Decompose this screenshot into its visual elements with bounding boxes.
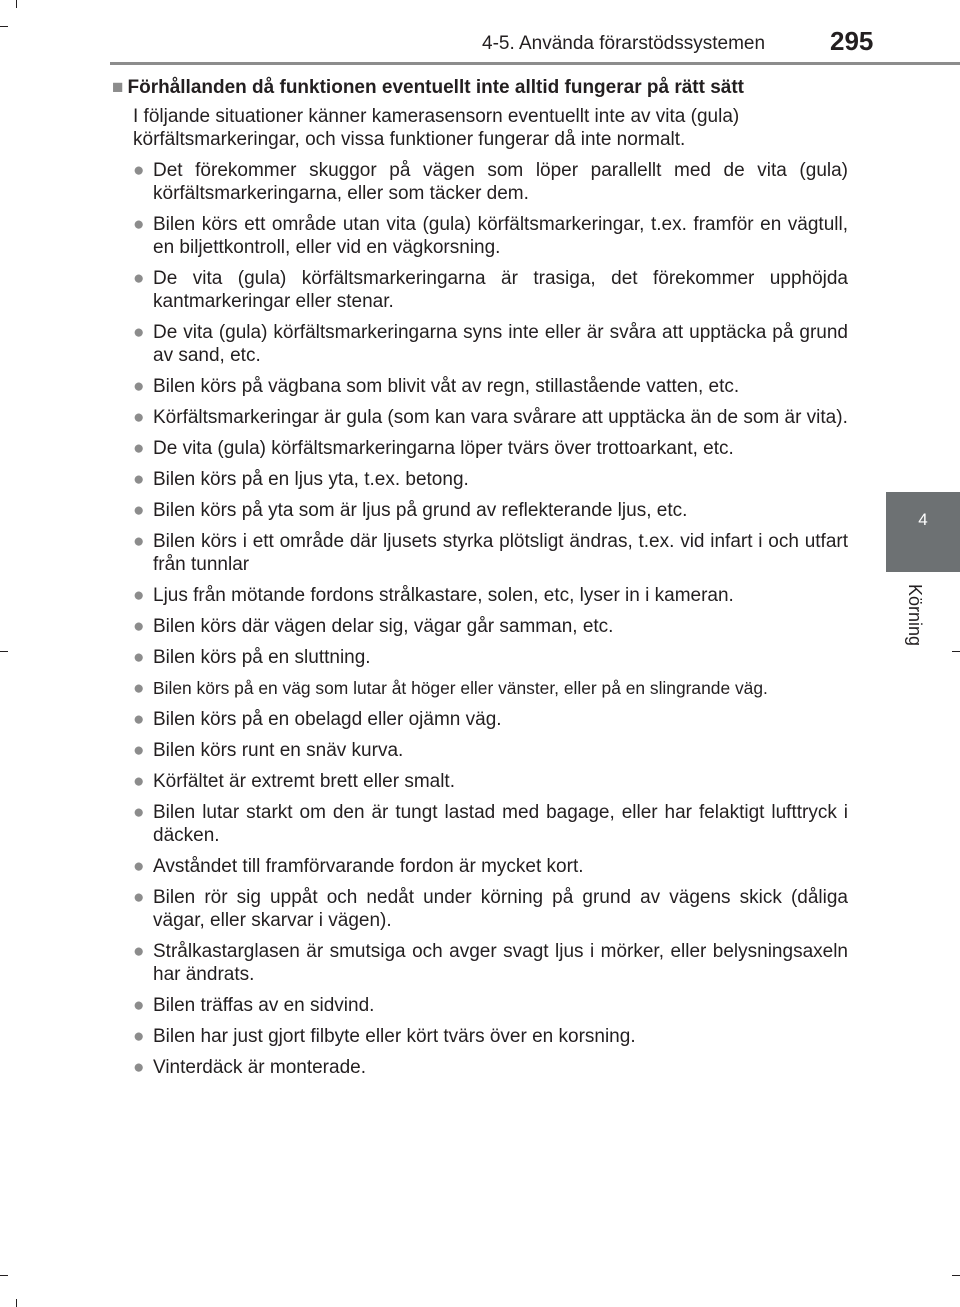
crop-mark (0, 1275, 8, 1276)
chapter-number: 4 (918, 510, 928, 529)
crop-mark (952, 1275, 960, 1276)
crop-mark (16, 1299, 17, 1307)
list-item (112, 677, 848, 700)
crop-mark (16, 0, 17, 8)
list-item-text: Bilen rör sig uppåt och nedåt under körning på grund av vägens skick (dåliga vägar, eller skarvar i vägen). (153, 887, 848, 931)
page-number: 295 (830, 26, 874, 56)
bullet-icon: ● (133, 995, 145, 1016)
list-item-text: De vita (gula) körfältsmarkeringarna är trasiga, det förekommer upphöjda kantmarkeringar eller stenar. (153, 268, 848, 312)
list-item (112, 1025, 848, 1048)
bullet-icon: ● (133, 585, 145, 606)
bullet-icon: ● (133, 647, 145, 668)
list-item-text: Ljus från mötande fordons strålkastare, solen, etc, lyser in i kameran. (153, 585, 734, 606)
crop-mark (0, 651, 8, 652)
crop-mark (952, 651, 960, 652)
list-item-text: Vinterdäck är monterade. (153, 1057, 366, 1078)
section-heading-text: Förhållanden då funktionen eventuellt inte alltid fungerar på rätt sätt (127, 77, 745, 98)
section-title: 4-5. Använda förarstödssystemen (482, 33, 766, 54)
bullet-icon: ● (133, 887, 145, 908)
list-item (112, 708, 848, 731)
list-item (112, 646, 848, 669)
intro-paragraph: I följande situationer känner kamerasensorn eventuellt inte av vita (gula) körfältsmarkeringar, och vissa funktioner fungerar då inte normalt. (133, 106, 740, 150)
section-heading (112, 76, 848, 99)
list-item (112, 584, 848, 607)
list-item (112, 321, 848, 367)
header-divider (110, 62, 960, 65)
bullet-icon: ● (133, 1057, 145, 1078)
list-item (112, 801, 848, 847)
filled-square-icon: ■ (112, 77, 124, 98)
list-item (112, 739, 848, 762)
bullet-icon: ● (133, 531, 145, 552)
list-item-text: Bilen körs på en sluttning. (153, 647, 371, 668)
bullet-icon: ● (133, 1026, 145, 1047)
list-item-text: Bilen körs på en obelagd eller ojämn väg. (153, 709, 502, 730)
list-item-text: Bilen lutar starkt om den är tungt lastad med bagage, eller har felaktigt lufttryck i däcken. (153, 802, 848, 846)
list-item (112, 213, 848, 259)
list-item-text: Bilen körs på en ljus yta, t.ex. betong. (153, 469, 469, 490)
chapter-tab[interactable] (886, 492, 960, 572)
bullet-icon: ● (133, 160, 145, 181)
bullet-icon: ● (133, 322, 145, 343)
list-item (112, 267, 848, 313)
list-item-text: Bilen körs på en väg som lutar åt höger eller vänster, eller på en slingrande väg. (153, 678, 768, 698)
list-item-text: Körfältet är extremt brett eller smalt. (153, 771, 455, 792)
list-item (112, 615, 848, 638)
list-item-text: Körfältsmarkeringar är gula (som kan vara svårare att upptäcka än de som är vita). (153, 407, 848, 428)
list-item (112, 159, 848, 205)
list-item-text: Bilen körs ett område utan vita (gula) körfältsmarkeringar, t.ex. framför en vägtull, en biljettkontroll, eller vid en vägkorsning. (153, 214, 848, 258)
list-item (112, 468, 848, 491)
list-item (112, 1056, 848, 1079)
bullet-icon: ● (133, 469, 145, 490)
bullet-icon: ● (133, 268, 145, 289)
list-item (112, 375, 848, 398)
list-item-text: Bilen körs runt en snäv kurva. (153, 740, 404, 761)
list-item (112, 499, 848, 522)
list-item-text: De vita (gula) körfältsmarkeringarna syns inte eller är svåra att upptäcka på grund av sand, etc. (153, 322, 848, 366)
list-item-text: De vita (gula) körfältsmarkeringarna löper tvärs över trottoarkant, etc. (153, 438, 734, 459)
bullet-icon: ● (133, 856, 145, 877)
list-item-text: Bilen körs på yta som är ljus på grund av reflekterande ljus, etc. (153, 500, 688, 521)
main-content (112, 76, 848, 1087)
bullet-icon: ● (133, 214, 145, 235)
list-item (112, 406, 848, 429)
list-item-text: Avståndet till framförvarande fordon är mycket kort. (153, 856, 584, 877)
bullet-icon: ● (133, 709, 145, 730)
bullet-icon: ● (133, 771, 145, 792)
crop-mark (0, 26, 8, 27)
list-item (112, 530, 848, 576)
list-item-text: Bilen körs där vägen delar sig, vägar går samman, etc. (153, 616, 614, 637)
list-item-text: Bilen träffas av en sidvind. (153, 995, 375, 1016)
bullet-icon: ● (133, 678, 145, 699)
bullet-icon: ● (133, 616, 145, 637)
chapter-label: Körning (905, 584, 925, 647)
list-item (112, 886, 848, 932)
list-item-text: Bilen har just gjort filbyte eller kört tvärs över en korsning. (153, 1026, 636, 1047)
list-item (112, 770, 848, 793)
list-item (112, 940, 848, 986)
bullet-icon: ● (133, 802, 145, 823)
list-item (112, 437, 848, 460)
list-item-text: Strålkastarglasen är smutsiga och avger svagt ljus i mörker, eller belysningsaxeln har ändrats. (153, 941, 848, 985)
bullet-icon: ● (133, 941, 145, 962)
list-item (112, 855, 848, 878)
bullet-icon: ● (133, 500, 145, 521)
list-item-text: Bilen körs i ett område där ljusets styrka plötsligt ändras, t.ex. vid infart i och utfart från tunnlar (153, 531, 848, 575)
bullet-icon: ● (133, 376, 145, 397)
list-item-text: Bilen körs på vägbana som blivit våt av regn, stillastående vatten, etc. (153, 376, 740, 397)
bullet-icon: ● (133, 438, 145, 459)
condition-list (112, 159, 848, 1079)
bullet-icon: ● (133, 740, 145, 761)
list-item-text: Det förekommer skuggor på vägen som löper parallellt med de vita (gula) körfältsmarkeringarna, eller som täcker dem. (153, 160, 848, 204)
bullet-icon: ● (133, 407, 145, 428)
list-item (112, 994, 848, 1017)
